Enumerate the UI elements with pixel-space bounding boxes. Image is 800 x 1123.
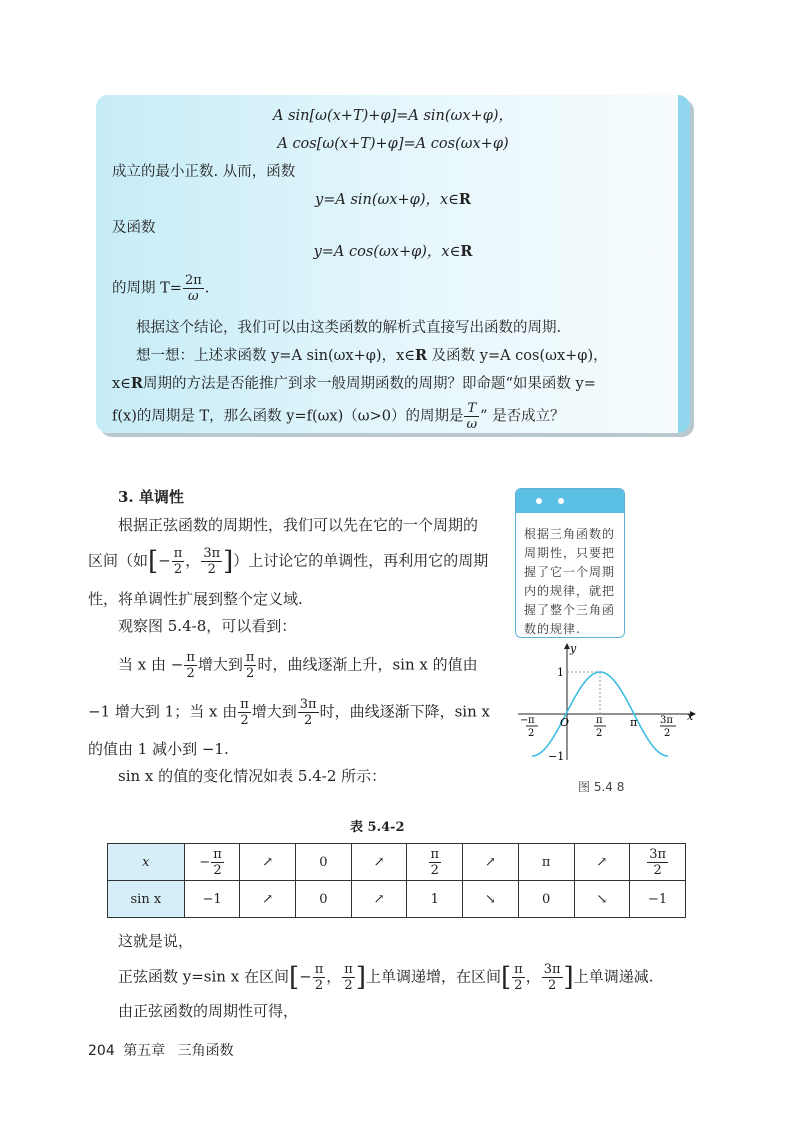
- box-para-3: [112, 373, 596, 395]
- side-note: [515, 488, 625, 638]
- p5b: 增大到: [197, 655, 243, 674]
- period-fraction: [183, 273, 204, 304]
- frac-den: 2: [207, 562, 216, 577]
- cell-arrow-up: ↗: [463, 844, 519, 881]
- bracket-right: ]: [223, 546, 234, 577]
- section-p6: [88, 697, 490, 728]
- frac-den: 2: [246, 666, 255, 681]
- frac-num: 3π: [649, 846, 667, 862]
- cell-arrow-up: ↗: [240, 881, 296, 918]
- frac-pi-2: [342, 962, 355, 993]
- para2a: 想一想：上述求函数 y=A sin(ωx+φ)，x∈: [136, 348, 415, 364]
- page-number: 204: [88, 1043, 115, 1059]
- p5a: 当 x 由 −: [118, 655, 184, 674]
- cell-arrow-down: ↘: [574, 881, 630, 918]
- p6b: 增大到: [251, 702, 297, 721]
- y-tick-1: 1: [557, 666, 564, 679]
- bracket-left: [: [148, 546, 159, 577]
- frac-num: π: [245, 650, 255, 665]
- x-tick-neg-pi2-minus: −: [520, 715, 529, 726]
- cell-arrow-up: ↗: [351, 844, 407, 881]
- origin-label: O: [560, 716, 570, 729]
- p6a: −1 增大到 1；当 x 由: [88, 702, 238, 721]
- frac-den: 2: [186, 666, 195, 681]
- minus-sign: −: [158, 551, 171, 570]
- cell-arrow-up: ↗: [574, 844, 630, 881]
- cell-neg-one: −1: [630, 881, 686, 918]
- cell-pi: π: [518, 844, 574, 881]
- cell-arrow-down: ↘: [463, 881, 519, 918]
- box-line-3: 成立的最小正数. 从而，函数: [112, 164, 296, 180]
- p6c: 时，曲线逐渐下降，sin x: [319, 702, 490, 721]
- cell-zero: 0: [296, 881, 352, 918]
- frac-pi-2: [238, 697, 251, 728]
- conclusion-l3: 由正弦函数的周期性可得，: [118, 1002, 299, 1020]
- para4-fraction: [464, 401, 479, 432]
- x-tick-pi: π: [630, 716, 638, 729]
- box-para-1: 根据这个结论，我们可以由这类函数的解析式直接写出函数的周期.: [136, 320, 562, 336]
- section-heading: 3. 单调性: [118, 488, 184, 506]
- l2c: 上单调递减.: [573, 967, 654, 986]
- frac-num: π: [514, 962, 523, 977]
- period-pre: 的周期 T=: [112, 280, 182, 297]
- chapter-title: 三角函数: [177, 1043, 234, 1059]
- frac-neg-pi-2: [172, 546, 185, 577]
- section-p3: 性，将单调性扩展到整个定义域.: [88, 590, 303, 608]
- set-r-4: R: [130, 375, 143, 392]
- cell-zero: 0: [296, 844, 352, 881]
- frac-den: 2: [240, 713, 249, 728]
- frac-pi-2: [244, 650, 257, 681]
- frac-num: π: [430, 846, 440, 862]
- frac-den: 2: [314, 978, 324, 993]
- sine-graph: [510, 640, 700, 765]
- set-r: R: [458, 191, 471, 208]
- conclusion-l2: [118, 962, 653, 993]
- table-row-sin: [108, 881, 686, 918]
- section-p2: [88, 546, 488, 577]
- section-p4: 观察图 5.4-8，可以看到：: [118, 617, 297, 635]
- x-label: x: [687, 710, 694, 723]
- frac-num: π: [186, 650, 195, 665]
- minus-sign: −: [299, 967, 312, 986]
- equation-3: [96, 189, 690, 211]
- value-table: [107, 843, 686, 918]
- comma: ，: [326, 967, 342, 986]
- table-caption: 表 5.4-2: [350, 820, 405, 835]
- frac-num: 3π: [203, 546, 221, 561]
- period-line: [112, 273, 209, 304]
- frac-pi-2: [313, 962, 326, 993]
- x-tick-pi2-den: 2: [596, 728, 603, 739]
- x-tick-3pi2-num: 3π: [660, 715, 673, 726]
- period-end: .: [204, 280, 210, 297]
- cell-neg-pi2: [184, 844, 240, 881]
- cell-zero: 0: [518, 881, 574, 918]
- equation-2: A cos[ω(x+T)+φ]=A cos(ωx+φ): [277, 136, 509, 152]
- p2b: ）上讨论它的单调性，再利用它的周期: [233, 551, 489, 570]
- frac-3pi-2: [647, 847, 668, 878]
- x-tick-neg-pi2-num: π: [528, 715, 535, 726]
- comma: ，: [185, 551, 201, 570]
- info-box: [96, 95, 690, 433]
- figure-caption: 图 5.4 8: [578, 780, 625, 794]
- frac-num: π: [344, 962, 353, 977]
- cell-3pi2: [630, 844, 686, 881]
- frac-den: 2: [304, 713, 313, 728]
- frac-num: 3π: [543, 962, 561, 977]
- cell-pi2: [407, 844, 463, 881]
- x-tick-fractions: [520, 715, 676, 739]
- box-line-5: 及函数: [112, 220, 156, 236]
- frac-3pi-2: [542, 962, 563, 993]
- cell-neg-one: −1: [184, 881, 240, 918]
- para3b: 周期的方法是否能推广到求一般周期函数的周期？即命题“如果函数 y=: [142, 376, 596, 392]
- frac-den: 2: [514, 978, 523, 993]
- cell-arrow-up: ↗: [240, 844, 296, 881]
- note-header: [516, 489, 624, 513]
- eq3-text: y=A sin(ωx+φ)，x∈: [315, 192, 459, 208]
- section-p5: [118, 650, 478, 681]
- comma: ，: [525, 967, 541, 986]
- frac-num: π: [213, 846, 222, 862]
- page-footer: [88, 1040, 234, 1060]
- y-label: y: [570, 642, 577, 655]
- section-p8: sin x 的值的变化情况如表 5.4-2 所示：: [118, 767, 387, 785]
- frac-pi-2: [429, 847, 442, 878]
- frac-den: 2: [653, 862, 662, 878]
- cell-one: 1: [407, 881, 463, 918]
- para4b: ” 是否成立？: [480, 408, 565, 425]
- para3a: x∈: [112, 376, 131, 392]
- dot-icon: [536, 498, 542, 504]
- bracket-left: [: [288, 962, 300, 993]
- chapter-label: 第五章: [123, 1043, 166, 1059]
- para4-num: T: [464, 401, 479, 417]
- x-tick-neg-pi2-den: 2: [528, 728, 535, 739]
- p2a: 区间（如: [88, 551, 149, 570]
- p5c: 时，曲线逐渐上升，sin x 的值由: [257, 655, 478, 674]
- box-para-4: [112, 401, 565, 432]
- box-para-2: [136, 345, 608, 367]
- frac-pi-2: [211, 847, 224, 878]
- x-tick-pi2-num: π: [596, 715, 603, 726]
- set-r-3: R: [414, 347, 428, 364]
- para4-den: ω: [466, 417, 478, 432]
- frac-den: 2: [173, 562, 183, 577]
- frac-den: 2: [213, 862, 222, 878]
- table-row-x: [108, 844, 686, 881]
- frac-3pi-2: [201, 546, 222, 577]
- section-p1: 根据正弦函数的周期性，我们可以先在它的一个周期的: [118, 516, 479, 534]
- section-p7: 的值由 1 减小到 −1.: [88, 740, 229, 758]
- frac-num: π: [240, 697, 249, 712]
- frac-den: 2: [344, 978, 353, 993]
- set-r-2: R: [460, 243, 473, 260]
- row-label-x: x: [108, 844, 185, 881]
- x-tick-3pi2-den: 2: [664, 728, 671, 739]
- equation-4: [96, 241, 690, 263]
- frac-num: π: [314, 962, 324, 977]
- bracket-right: ]: [563, 962, 574, 993]
- eq4-text: y=A cos(ωx+φ)，x∈: [313, 244, 461, 260]
- dot-icon: [558, 498, 564, 504]
- para2b: 及函数 y=A cos(ωx+φ)，: [427, 348, 608, 364]
- equation-1: A sin[ω(x+T)+φ]=A sin(ωx+φ)，: [272, 108, 513, 124]
- frac-3pi-2: [298, 697, 319, 728]
- frac-den: 2: [547, 978, 557, 993]
- frac-pi-2: [512, 962, 525, 993]
- period-den: ω: [188, 289, 199, 304]
- conclusion-l1: 这就是说，: [118, 932, 194, 950]
- frac-num: 3π: [299, 697, 317, 712]
- para4a: f(x)的周期是 T，那么函数 y=f(ωx)（ω>0）的周期是: [112, 408, 464, 425]
- period-num: 2π: [184, 273, 202, 288]
- row-label-sin: sin x: [108, 881, 185, 918]
- frac-den: 2: [430, 862, 439, 878]
- bracket-right: ]: [355, 962, 366, 993]
- frac-pi-2: [184, 650, 197, 681]
- l2b: 上单调递增，在区间: [365, 967, 501, 986]
- minus-sign: −: [199, 854, 211, 870]
- frac-num: π: [173, 546, 183, 561]
- note-text: 根据三角函数的周期性，只要把握了它一个周期内的规律，就把握了整个三角函数的规律.: [524, 527, 616, 636]
- bracket-left: [: [500, 962, 512, 993]
- y-tick-neg1: −1: [548, 750, 565, 763]
- cell-arrow-up: ↗: [351, 881, 407, 918]
- l2a: 正弦函数 y=sin x 在区间: [118, 967, 289, 986]
